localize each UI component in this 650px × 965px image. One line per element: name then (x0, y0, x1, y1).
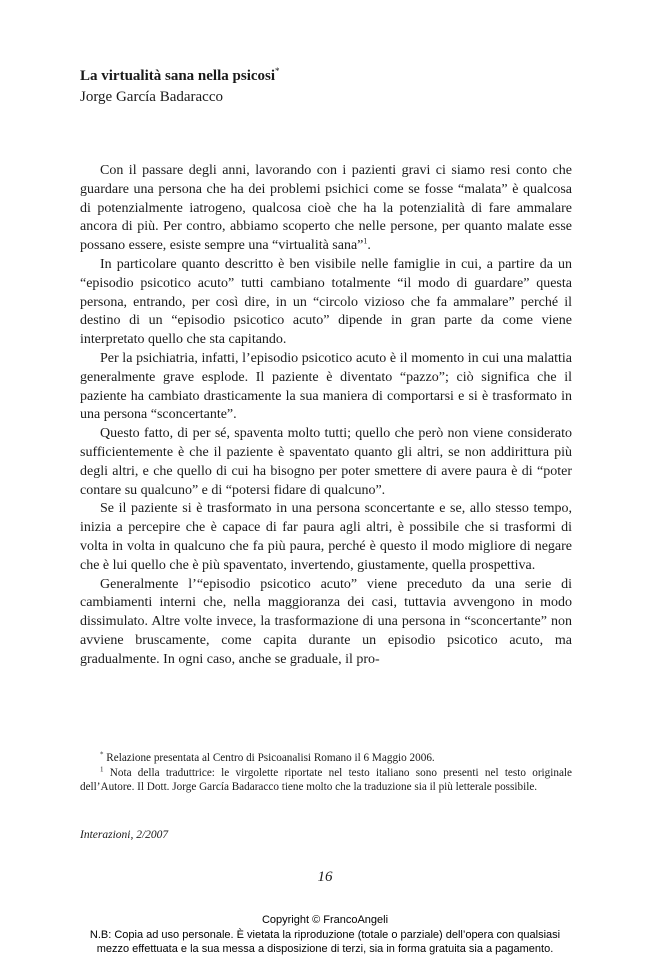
article-title-text: La virtualità sana nella psicosi (80, 68, 276, 84)
paragraph-1-text: Con il passare degli anni, lavorando con i pazienti gravi ci siamo resi conto che guardare una persona che ha dei problemi psichici come se fosse “malata” è qualcosa di potenzialmente iatrogeno, qualcosa cioè che ha la potenzialità di fare ammalare ancora di più. Per contro, abbiamo scoperto che nelle persone, per quanto malate esse possano essere, esiste sempre una “virtualità sana” (80, 163, 572, 254)
copyright-notice (0, 913, 650, 957)
footnote-star-marker: * (100, 750, 104, 759)
paragraph-1 (80, 162, 572, 256)
footnotes (80, 751, 572, 795)
paragraph-3: Per la psichiatria, infatti, l’episodio psicotico acuto è il momento in cui una malattia generalmente grave esplode. Il paziente è diventato “pazzo”; ciò significa che il paziente ha cambiato drasticamente la sua maniera di comportarsi e si è trasformato in una persona “sconcertante”. (80, 350, 572, 423)
paragraph-1-end: . (367, 238, 371, 254)
footnote-ref-1: 1 (363, 236, 368, 246)
paragraph-4: Questo fatto, di per sé, spaventa molto tutti; quello che però non viene considerato sufficientemente è che il paziente è spaventato quanto gli altri, se non addirittura più degli altri, e che quello di cui ha bisogno per poter smettere di avere paura è di “poter contare su qualcuno” e di “potersi fidare di qualcuno”. (80, 426, 572, 498)
footnote-star (80, 751, 572, 766)
paragraph-5: Se il paziente si è trasformato in una persona sconcertante e se, allo stesso tempo, inizia a percepire che è capace di far paura agli altri, è possibile che si trasformi di volta in volta in qualcuno che fa più paura, perché è questo il modo migliore di negare che è lui quello che è più spaventato, invertendo, giustamente, quella prospettiva. (80, 501, 572, 573)
copyright-line-3: mezzo effettuata e la sua messa a disposizione di terzi, sia in forma gratuita sia a pagamento. (96, 943, 554, 955)
footnote-1-marker: 1 (100, 764, 104, 773)
footnote-1 (80, 766, 572, 795)
journal-citation: Interazioni, 2/2007 (80, 829, 169, 841)
article-body (80, 162, 572, 670)
page-number: 16 (317, 869, 333, 885)
paragraph-6: Generalmente l’“episodio psicotico acuto” viene preceduto da una serie di cambiamenti interni che, nella maggioranza dei casi, tuttavia avvengono in modo dissimulato. Altre volte invece, la trasformazione di una persona in “sconcertante” non avviene bruscamente, come capita durante un episodio psicotico acuto, ma gradualmente. In ogni caso, anche se graduale, il pro- (80, 576, 572, 667)
title-footnote-marker: * (275, 66, 280, 76)
copyright-line-2: N.B: Copia ad uso personale. È vietata la riproduzione (totale o parziale) dell’opera con qualsiasi (89, 928, 561, 941)
footnote-star-text: Relazione presentata al Centro di Psicoanalisi Romano il 6 Maggio 2006. (106, 752, 435, 764)
article-title (80, 68, 280, 85)
footnote-1-text: Nota della traduttrice: le virgolette riportate nel testo italiano sono presenti nel testo originale dell’Autore. Il Dott. Jorge García Badaracco tiene molto che la traduzione sia il più letterale possibile. (80, 766, 572, 793)
paragraph-2: In particolare quanto descritto è ben visibile nelle famiglie in cui, a partire da un “episodio psicotico acuto” tutti cambiano totalmente “il modo di guardare” questa persona, entrando, per così dire, in un “circolo vizioso che fa ammalare” perché il destino di un “episodio psicotico acuto” dipende in gran parte da come viene interpretato quello che sta capitando. (80, 256, 572, 348)
article-author: Jorge García Badaracco (80, 89, 223, 105)
copyright-line-1: Copyright © FrancoAngeli (261, 914, 389, 926)
